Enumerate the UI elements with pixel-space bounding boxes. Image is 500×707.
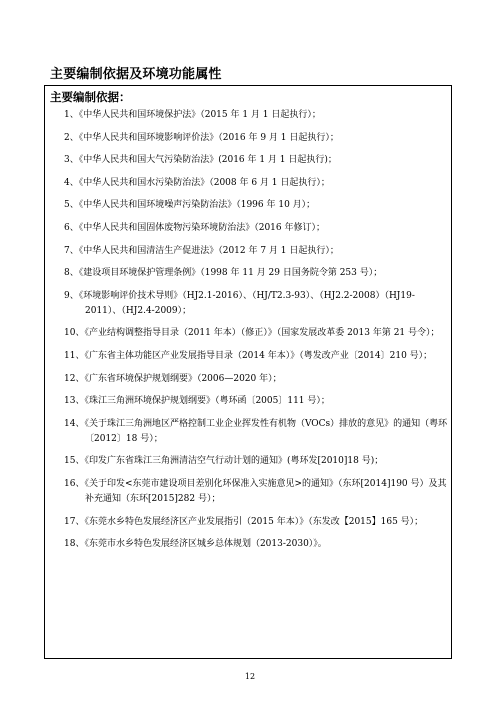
list-item: 9、《环境影响评价技术导则》（HJ2.1-2016）、（HJ/T2.3-93）、（HJ2.2-2008）（HJ19-2011）、（HJ2.4-2009）； <box>64 290 415 316</box>
list-item: 17、《东莞水乡特色发展经济区产业发展指引（2015 年本）》（东发改【2015】165 号）； <box>64 516 424 527</box>
list-item: 11、《广东省主体功能区产业发展指导目录（2014 年本）》（粤发改产业〔2014〕210 号）； <box>64 350 433 361</box>
list-item: 8、《建设项目环境保护管理条例》（1998 年 11 月 29 日国务院令第 253 号）； <box>64 268 383 279</box>
list-item: 4、《中华人民共和国水污染防治法》（2008 年 6 月 1 日起执行）； <box>64 177 330 188</box>
list-item: 7、《中华人民共和国清洁生产促进法》（2012 年 7 月 1 日起执行）； <box>64 245 339 256</box>
list-item: 10、《产业结构调整指导目录（2011 年本）（修正）》（国家发展改革委 2013 年第 21 号令）； <box>64 328 440 339</box>
list-item: 5、《中华人民共和国环境噪声污染防治法》（1996 年 10 月）； <box>64 200 316 211</box>
list-item: 13、《珠江三角洲环境保护规划纲要》（粤环函〔2005〕111 号）； <box>64 396 330 407</box>
box-heading: 主要编制依据： <box>50 90 131 104</box>
list-item: 2、《中华人民共和国环境影响评价法》（2016 年 9 月 1 日起执行）； <box>64 132 339 143</box>
list-item: 12、《广东省环境保护规划纲要》（2006—2020 年）； <box>64 373 282 384</box>
basis-box <box>44 85 452 659</box>
page-number: 12 <box>244 672 256 681</box>
list-item: 14、《关于珠江三角洲地区严格控制工业企业挥发性有机物（VOCs）排放的意见》的通知（粤环〔2012〕18 号）； <box>64 418 448 444</box>
list-item: 3、《中华人民共和国大气污染防治法》(2016 年 1 月 1 日起执行)； <box>64 155 337 166</box>
list-item: 18、《东莞市水乡特色发展经济区城乡总体规划（2013-2030）》。 <box>64 539 327 550</box>
list-item: 1、《中华人民共和国环境保护法》（2015 年 1 月 1 日起执行）； <box>64 110 321 120</box>
list-item: 15、《印发广东省珠江三角洲清洁空气行动计划的通知》(粤环发[2010]18 号)； <box>64 456 384 467</box>
list-item: 6、《中华人民共和国固体废物污染环境防治法》（2016 年修订）； <box>64 222 325 233</box>
list-item: 16、《关于印发<东莞市建设项目差别化环保准入实施意见>的通知》（东环[2014]190 号）及其补充通知（东环[2015]282 号）； <box>64 478 447 504</box>
basis-list <box>64 108 449 560</box>
section-title: 主要编制依据及环境功能属性 <box>50 67 222 82</box>
